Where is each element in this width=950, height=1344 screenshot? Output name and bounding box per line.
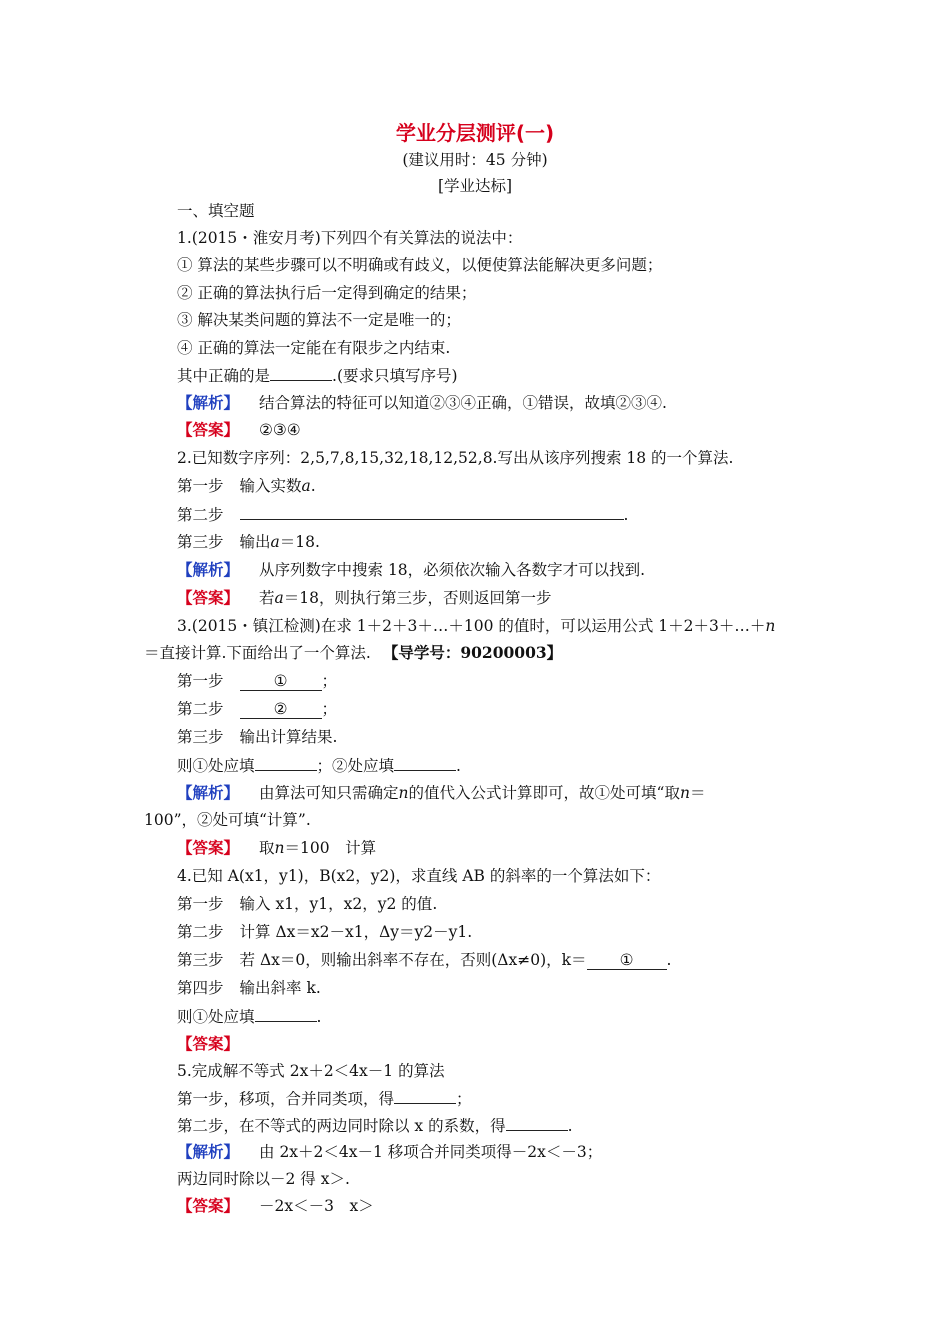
q2-answer [177, 588, 552, 608]
analysis-tag: 【解析】 [177, 783, 240, 802]
q1-question-text: 其中正确的是 [177, 367, 271, 385]
reference-number: 【导学号：90200003】 [382, 643, 563, 662]
q1-answer [177, 420, 301, 440]
q3-answer [177, 838, 376, 858]
step-text-rest: ＝18. [279, 533, 320, 551]
answer-tag: 【答案】 [177, 420, 240, 439]
step-text: 输出斜率 k. [239, 979, 321, 997]
step-text: 计算 Δx＝x2－x1，Δy＝y2－y1. [239, 923, 473, 941]
q1-answer-text: ②③④ [259, 421, 301, 439]
q3-blank-1: ① [240, 672, 322, 691]
q3-analysis-line-2: 100”，②处可填“计算”. [144, 811, 311, 829]
step-label: 第二步 [177, 506, 224, 524]
step-label: 第一步 [177, 895, 224, 913]
blank [394, 755, 456, 771]
q1-question-note: .(要求只填写序号) [332, 367, 458, 385]
step-label: 第三步 [177, 951, 224, 969]
answer-tag: 【答案】 [177, 838, 240, 857]
q4-step-2 [177, 922, 472, 942]
q2-blank [240, 504, 624, 520]
step-label: 第二步 [177, 923, 224, 941]
step-text: 输入实数 [239, 477, 302, 495]
step-text: 输入 x1，y1，x2，y2 的值. [239, 895, 438, 913]
q5-analysis [177, 1142, 602, 1162]
blank [255, 1006, 317, 1022]
q5-step-1: 第一步，移项，合并同类项，得 ； [177, 1090, 472, 1108]
q1-question [177, 365, 458, 386]
step-text: 第二步，在不等式的两边同时除以 x 的系数，得 [177, 1117, 506, 1135]
q2-step-1: 第一步 输入实数a. [177, 477, 316, 495]
blank [394, 1088, 456, 1104]
question-text: 则①处应填 [177, 757, 255, 775]
step-text: 第一步，移项，合并同类项，得 [177, 1090, 395, 1108]
section-label: [学业达标] [437, 177, 513, 195]
step-label: 第一步 [177, 477, 224, 495]
q1-analysis-text: 结合算法的特征可以知道②③④正确，①错误，故填②③④. [259, 394, 667, 412]
answer-tag: 【答案】 [177, 588, 240, 607]
variable: n [765, 617, 776, 635]
step-text: 输出 [239, 533, 271, 551]
q2-stem: 2.已知数字序列：2,5,7,8,15,32,18,12,52,8.写出从该序列搜索 18 的一个算法. [177, 449, 734, 467]
q3-question: 则①处应填 ；②处应填 . [177, 757, 461, 775]
answer-text: 取 [259, 839, 275, 857]
analysis-tag: 【解析】 [177, 1142, 240, 1161]
q1-stem: 1.(2015・淮安月考)下列四个有关算法的说法中： [177, 229, 523, 247]
q4-step-3: 第三步 若 Δx＝0，则输出斜率不存在，否则(Δx≠0)，k＝ ① . [177, 951, 672, 969]
step-text: 输出计算结果. [239, 728, 338, 746]
q4-question: 则①处应填 . [177, 1008, 322, 1026]
analysis-tag: 【解析】 [177, 560, 240, 579]
q4-blank: ① [587, 951, 667, 970]
q5-analysis-line-2: 两边同时除以－2 得 x＞. [177, 1170, 350, 1188]
q2-analysis [177, 560, 645, 580]
analysis-text: 由 2x＋2＜4x－1 移项合并同类项得－2x＜－3； [259, 1143, 603, 1161]
q3-step-2: 第二步 ② ； [177, 700, 338, 718]
page-title: 学业分层测评(一) [395, 121, 555, 145]
part-heading: 一、填空题 [177, 202, 255, 220]
q3-step-3 [177, 727, 337, 747]
answer-tag: 【答案】 [177, 1196, 240, 1215]
q3-step-1: 第一步 ① ； [177, 672, 338, 690]
step-label: 第四步 [177, 979, 224, 997]
q1-statement-4: ④ 正确的算法一定能在有限步之内结束. [177, 339, 451, 357]
blank [255, 755, 317, 771]
variable: a [274, 589, 284, 607]
q1-analysis [177, 393, 667, 413]
q5-step-2: 第二步，在不等式的两边同时除以 x 的系数，得 . [177, 1117, 573, 1135]
answer-text-rest: ＝18，则执行第三步，否则返回第一步 [283, 589, 552, 607]
q4-stem: 4.已知 A(x1，y1)，B(x2，y2)，求直线 AB 的斜率的一个算法如下： [177, 867, 661, 885]
time-hint: (建议用时：45 分钟) [402, 151, 548, 169]
question-text: 则①处应填 [177, 1008, 255, 1026]
q4-step-4 [177, 978, 321, 998]
analysis-text: 由算法可知只需确定 [259, 784, 399, 802]
q3-stem-text: 3.(2015・镇江检测)在求 1＋2＋3＋…＋100 的值时，可以运用公式 1＋2＋3＋…＋ [177, 617, 766, 635]
blank [506, 1115, 568, 1131]
variable: n [274, 839, 285, 857]
step-label: 第二步 [177, 700, 224, 718]
step-label: 第一步 [177, 672, 224, 690]
variable: a [301, 477, 311, 495]
q4-step-1 [177, 894, 437, 914]
q3-stem-line-1 [177, 616, 775, 636]
answer-text-rest: ＝100 计算 [284, 839, 377, 857]
q1-statement-3: ③ 解决某类问题的算法不一定是唯一的； [177, 311, 461, 329]
analysis-tag: 【解析】 [177, 393, 240, 412]
step-label: 第三步 [177, 533, 224, 551]
variable: n [398, 784, 409, 802]
analysis-text: 的值代入公式计算即可，故①处可填“取 [408, 784, 680, 802]
q4-answer [177, 1034, 239, 1054]
q3-blank-2: ② [240, 700, 322, 719]
q2-step-2: 第二步 . [177, 506, 629, 524]
variable: a [270, 533, 280, 551]
q5-answer [177, 1196, 374, 1216]
variable: n [679, 784, 690, 802]
q3-analysis-line-1 [177, 783, 705, 803]
q3-stem-line-2 [144, 643, 562, 663]
question-text: ；②处应填 [316, 757, 395, 775]
q5-stem: 5.完成解不等式 2x＋2＜4x－1 的算法 [177, 1062, 445, 1080]
answer-text: －2x＜－3 x＞ [259, 1197, 374, 1215]
q1-statement-1: ① 算法的某些步骤可以不明确或有歧义，以便使算法能解决更多问题； [177, 256, 663, 274]
q1-statement-2: ② 正确的算法执行后一定得到确定的结果； [177, 284, 477, 302]
q2-step-3 [177, 532, 320, 552]
step-label: 第三步 [177, 728, 224, 746]
q2-analysis-text: 从序列数字中搜索 18，必须依次输入各数字才可以找到. [259, 561, 646, 579]
step-text: 若 Δx＝0，则输出斜率不存在，否则(Δx≠0)，k＝ [239, 951, 587, 969]
answer-text: 若 [259, 589, 275, 607]
q1-blank [270, 365, 332, 381]
analysis-text: ＝ [689, 784, 706, 802]
answer-tag: 【答案】 [177, 1034, 240, 1053]
q3-stem-text: ＝直接计算.下面给出了一个算法. [144, 644, 371, 662]
